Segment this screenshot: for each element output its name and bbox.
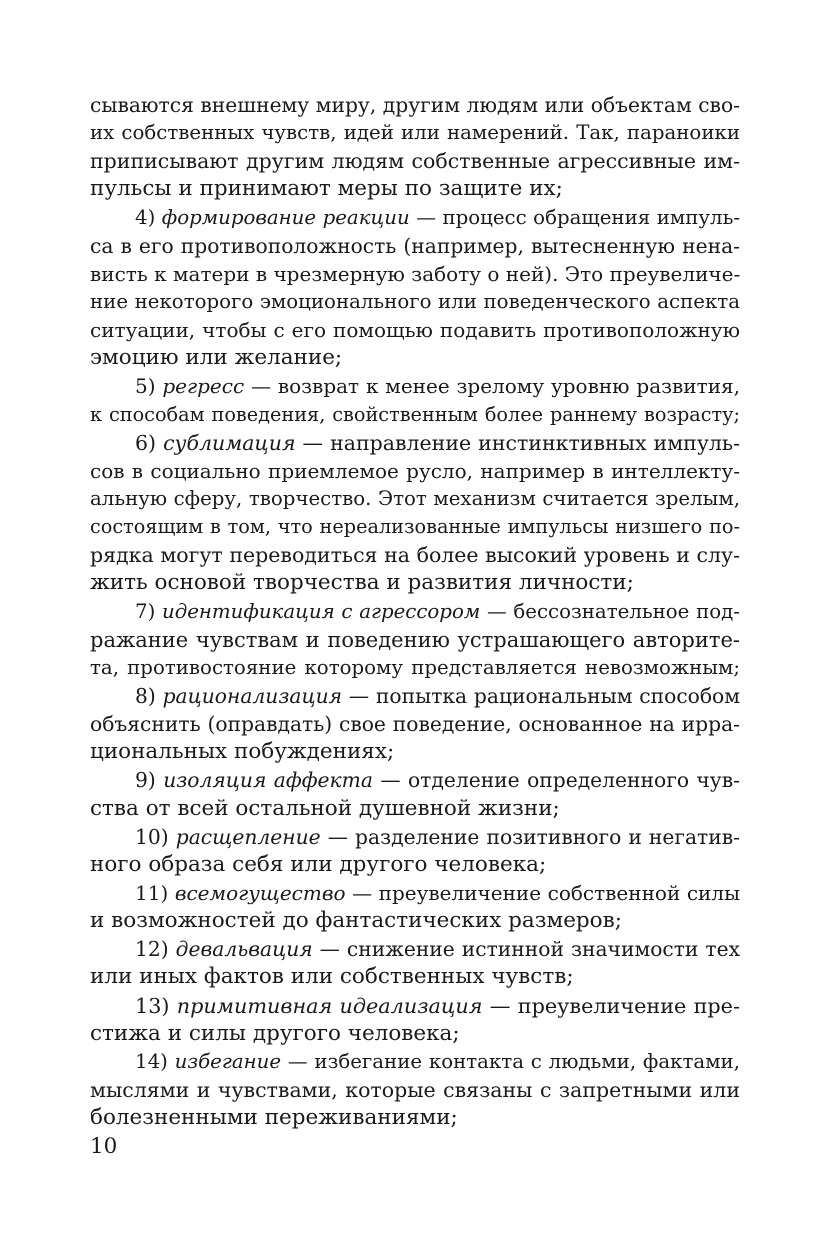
page-number: 10 <box>90 1134 118 1159</box>
term: рационализация <box>162 683 343 708</box>
list-item-9: 9) изоляция аффекта — отделение определенного чув- <box>135 768 740 793</box>
text-line: сов в социально приемлемое русло, например в интеллекту- <box>90 458 740 483</box>
list-item-5: 5) регресс — возврат к менее зрелому уровню развития, <box>135 374 741 399</box>
term: идентификация с агрессором <box>162 599 481 623</box>
text-line: состоящим в том, что нереализованные импульсы низшего по- <box>90 515 740 539</box>
list-item-8: 8) рационализация — попытка рациональным способом <box>135 683 740 708</box>
term: формирование реакции <box>161 205 410 229</box>
list-item-14: 14) избегание — избегание контакта с людьми, фактами, <box>135 1049 740 1073</box>
term: примитивная идеализация <box>176 993 483 1018</box>
term: регресс <box>162 374 245 399</box>
text-line: их собственных чувств, идей или намерений. Так, параноики <box>90 121 740 145</box>
text-line: ражание чувствам и поведению устрашающего авторите- <box>90 627 740 652</box>
list-item-6: 6) сублимация — направление инстинктивных импуль- <box>135 430 741 455</box>
term: расщепление <box>175 824 321 849</box>
text-line: альную сферу, творчество. Этот механизм считается зрелым, <box>90 486 740 510</box>
text-line: ние некоторого эмоционального или поведенческого аспекта <box>90 289 740 313</box>
list-item-11: 11) всемогущество — преувеличение собственной силы <box>135 880 741 905</box>
list-item-4: 4) формирование реакции — процесс обращения импуль- <box>135 205 740 229</box>
text-line: пульсы и принимают меры по защите их; <box>90 176 563 202</box>
term: девальвация <box>175 937 313 962</box>
list-item-12: 12) девальвация — снижение истинной значимости тех <box>135 937 740 962</box>
text-line: или иных фактов или собственных чувств; <box>90 964 574 990</box>
term: изоляция аффекта <box>163 768 373 793</box>
term: всемогущество <box>174 880 346 905</box>
term: избегание <box>174 1049 282 1073</box>
text-line: объяснить (оправдать) свое поведение, основанное на ирра- <box>90 712 740 737</box>
text-line: приписывают другим людям собственные агрессивные им- <box>90 149 740 174</box>
text-line: к способам поведения, свойственным более раннему возрасту; <box>90 402 740 426</box>
text-line: та, противостояние которому представляется невозможным; <box>90 655 740 679</box>
text-line: са в его противоположность (например, вытесненную нена- <box>90 233 740 258</box>
text-line: сываются внешнему миру, другим людям или объектам сво- <box>90 93 740 117</box>
text-line: ства от всей остальной душевной жизни; <box>90 795 560 821</box>
list-item-13: 13) примитивная идеализация — преувеличение пре- <box>135 993 740 1018</box>
text-line: и возможностей до фантастических размеров; <box>90 908 622 934</box>
text-line: висть к матери в чрезмерную заботу о ней). Это преувеличе- <box>90 261 741 286</box>
text-line: ного образа себя или другого человека; <box>90 851 547 877</box>
text-line: стижа и силы другого человека; <box>90 1020 460 1046</box>
list-item-7: 7) идентификация с агрессором — бессознательное под- <box>135 599 740 623</box>
text-line: циональных побуждениях; <box>90 739 395 765</box>
body-text <box>90 91 740 1132</box>
term: сублимация <box>163 430 296 455</box>
list-item-10: 10) расщепление — разделение позитивного и негатив- <box>135 824 740 849</box>
text-line: эмоцию или желание; <box>90 345 343 371</box>
text-line: рядка могут переводиться на более высокий уровень и слу- <box>90 543 740 568</box>
text-line: ситуации, чтобы с его помощью подавить противоположную <box>90 318 740 343</box>
text-line: болезненными переживаниями; <box>90 1105 458 1131</box>
text-line: мыслями и чувствами, которые связаны с запретными или <box>90 1077 740 1102</box>
text-line: жить основой творчества и развития личности; <box>90 570 634 596</box>
